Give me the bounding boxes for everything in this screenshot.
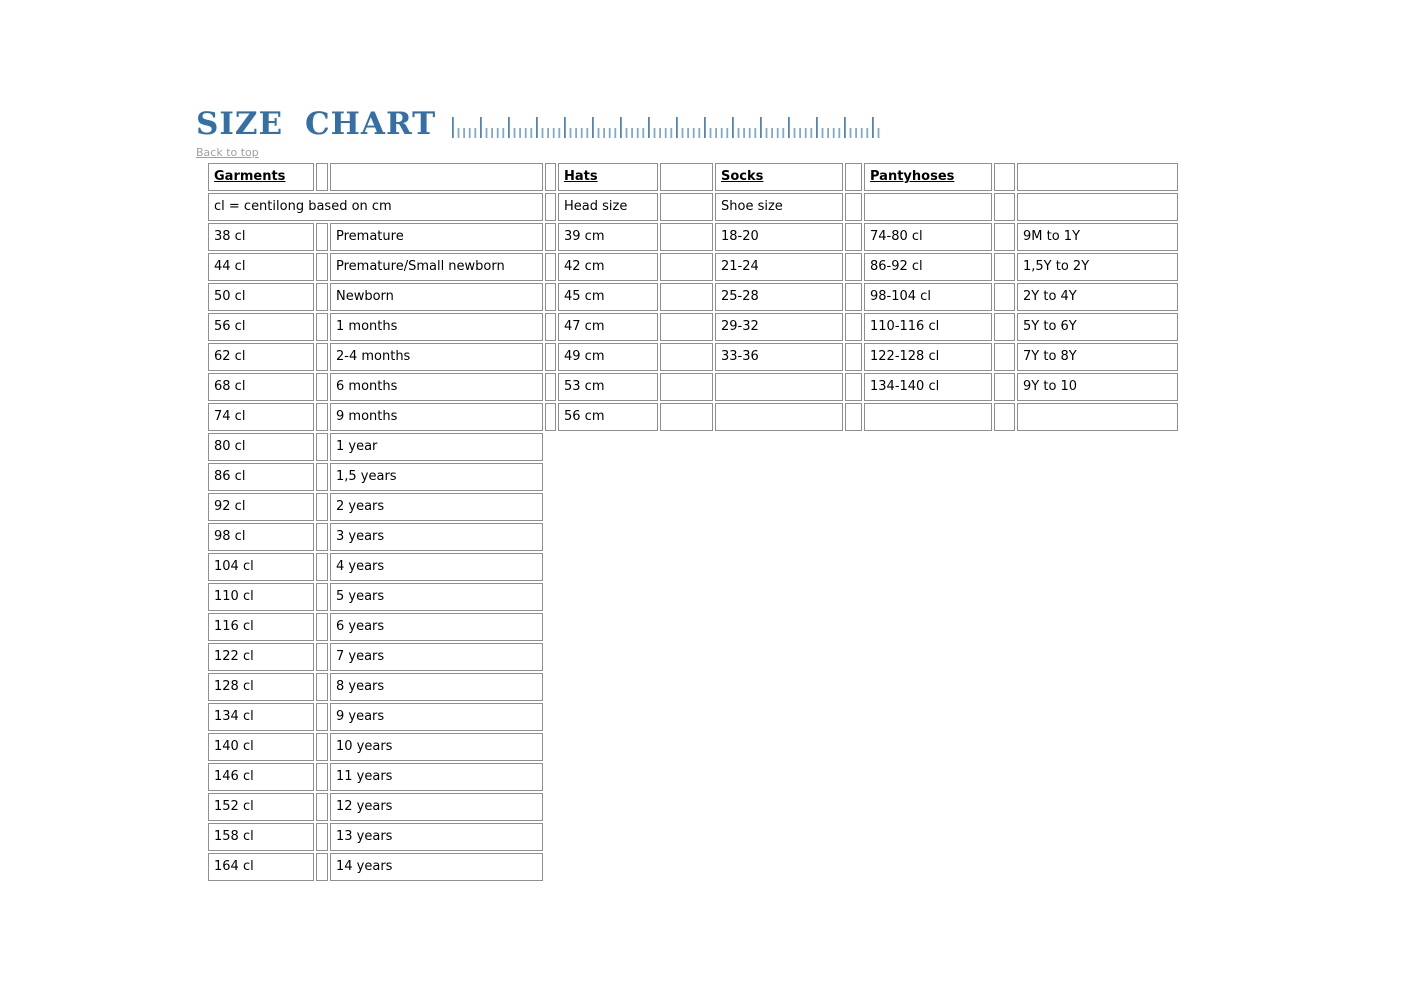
pantyhose-size-cell bbox=[864, 403, 992, 431]
ruler-short-tick bbox=[637, 128, 639, 138]
pantyhoses-age-header-cell bbox=[1017, 163, 1178, 191]
spacer-cell bbox=[660, 253, 713, 281]
ruler-short-tick bbox=[503, 128, 505, 138]
sock-size-cell: 29-32 bbox=[715, 313, 843, 341]
spacer-cell bbox=[316, 643, 328, 671]
pantyhose-size-cell: 98-104 cl bbox=[864, 283, 992, 311]
garment-desc-cell: 2-4 months bbox=[330, 343, 543, 371]
hat-size-cell: 42 cm bbox=[558, 253, 658, 281]
spacer-cell bbox=[660, 223, 713, 251]
spacer-cell bbox=[545, 313, 556, 341]
ruler-short-tick bbox=[833, 128, 835, 138]
ruler-tall-tick bbox=[620, 117, 622, 138]
ruler-short-tick bbox=[570, 128, 572, 138]
ruler-short-tick bbox=[783, 128, 785, 138]
spacer-cell bbox=[316, 553, 328, 581]
spacer-cell bbox=[845, 253, 862, 281]
spacer-cell bbox=[545, 283, 556, 311]
pantyhose-size-cell: 110-116 cl bbox=[864, 313, 992, 341]
back-to-top-link[interactable]: Back to top bbox=[196, 146, 259, 159]
spacer-cell bbox=[316, 733, 328, 761]
garment-desc-cell: 1 months bbox=[330, 313, 543, 341]
ruler-short-tick bbox=[542, 128, 544, 138]
garment-size-cell: 158 cl bbox=[208, 823, 314, 851]
hat-size-cell: 56 cm bbox=[558, 403, 658, 431]
page-title: SIZE CHART bbox=[196, 106, 437, 142]
ruler-short-tick bbox=[609, 128, 611, 138]
pantyhose-age-cell: 5Y to 6Y bbox=[1017, 313, 1178, 341]
garment-desc-cell: 6 months bbox=[330, 373, 543, 401]
spacer-cell bbox=[845, 403, 862, 431]
ruler-short-tick bbox=[631, 128, 633, 138]
spacer-cell bbox=[994, 313, 1015, 341]
sock-size-cell bbox=[715, 373, 843, 401]
garment-desc-cell: 7 years bbox=[330, 643, 543, 671]
spacer-cell bbox=[545, 403, 556, 431]
spacer-cell bbox=[545, 253, 556, 281]
garment-size-cell: 92 cl bbox=[208, 493, 314, 521]
spacer-cell bbox=[994, 223, 1015, 251]
pantyhose-age-cell: 1,5Y to 2Y bbox=[1017, 253, 1178, 281]
spacer-cell bbox=[545, 193, 556, 221]
ruler-tall-tick bbox=[760, 117, 762, 138]
ruler-short-tick bbox=[559, 128, 561, 138]
spacer-cell bbox=[545, 373, 556, 401]
ruler-short-tick bbox=[805, 128, 807, 138]
garment-size-cell: 62 cl bbox=[208, 343, 314, 371]
size-row bbox=[208, 493, 1178, 521]
size-chart-table bbox=[206, 161, 1180, 883]
garment-desc-cell: 3 years bbox=[330, 523, 543, 551]
ruler-tall-tick bbox=[480, 117, 482, 138]
garment-desc-cell: 4 years bbox=[330, 553, 543, 581]
spacer-cell bbox=[994, 163, 1015, 191]
garments-note-cell: cl = centilong based on cm bbox=[208, 193, 543, 221]
garment-size-cell: 164 cl bbox=[208, 853, 314, 881]
ruler-tall-tick bbox=[648, 117, 650, 138]
spacer-cell bbox=[316, 343, 328, 371]
ruler-tall-tick bbox=[788, 117, 790, 138]
garment-desc-cell: Premature/Small newborn bbox=[330, 253, 543, 281]
spacer-cell bbox=[845, 343, 862, 371]
ruler-tall-tick bbox=[816, 117, 818, 138]
size-row bbox=[208, 223, 1178, 251]
ruler-short-tick bbox=[766, 128, 768, 138]
spacer-cell bbox=[316, 283, 328, 311]
size-row bbox=[208, 283, 1178, 311]
garment-desc-cell: 10 years bbox=[330, 733, 543, 761]
ruler-short-tick bbox=[598, 128, 600, 138]
ruler-tall-tick bbox=[536, 117, 538, 138]
garment-size-cell: 146 cl bbox=[208, 763, 314, 791]
size-row bbox=[208, 313, 1178, 341]
garment-size-cell: 104 cl bbox=[208, 553, 314, 581]
ruler-tall-tick bbox=[872, 117, 874, 138]
garment-desc-cell: 6 years bbox=[330, 613, 543, 641]
ruler-short-tick bbox=[687, 128, 689, 138]
spacer-cell bbox=[660, 163, 713, 191]
ruler-tall-tick bbox=[732, 117, 734, 138]
pantyhose-size-cell: 122-128 cl bbox=[864, 343, 992, 371]
pantyhoses-size-subheader-cell bbox=[864, 193, 992, 221]
garment-desc-cell: Premature bbox=[330, 223, 543, 251]
ruler-tall-tick bbox=[704, 117, 706, 138]
ruler-short-tick bbox=[839, 128, 841, 138]
garment-desc-cell: 5 years bbox=[330, 583, 543, 611]
size-row bbox=[208, 463, 1178, 491]
hat-size-cell: 45 cm bbox=[558, 283, 658, 311]
spacer-cell bbox=[316, 793, 328, 821]
pantyhoses-age-subheader-cell bbox=[1017, 193, 1178, 221]
spacer-cell bbox=[994, 283, 1015, 311]
ruler-short-tick bbox=[469, 128, 471, 138]
sock-size-cell: 18-20 bbox=[715, 223, 843, 251]
size-row bbox=[208, 733, 1178, 761]
spacer-cell bbox=[845, 283, 862, 311]
ruler-short-tick bbox=[727, 128, 729, 138]
spacer-cell bbox=[660, 373, 713, 401]
spacer-cell bbox=[660, 283, 713, 311]
spacer-cell bbox=[845, 163, 862, 191]
ruler-short-tick bbox=[575, 128, 577, 138]
ruler-short-tick bbox=[811, 128, 813, 138]
ruler-short-tick bbox=[693, 128, 695, 138]
ruler-short-tick bbox=[581, 128, 583, 138]
garments-section-header: Garments bbox=[208, 163, 314, 191]
garment-desc-cell: 8 years bbox=[330, 673, 543, 701]
spacer-cell bbox=[660, 313, 713, 341]
ruler-short-tick bbox=[743, 128, 745, 138]
size-row bbox=[208, 823, 1178, 851]
ruler-short-tick bbox=[721, 128, 723, 138]
ruler-short-tick bbox=[514, 128, 516, 138]
spacer-cell bbox=[316, 763, 328, 791]
size-row bbox=[208, 853, 1178, 881]
sock-size-cell: 33-36 bbox=[715, 343, 843, 371]
size-row bbox=[208, 403, 1178, 431]
ruler-short-tick bbox=[463, 128, 465, 138]
ruler-short-tick bbox=[867, 128, 869, 138]
spacer-cell bbox=[316, 823, 328, 851]
spacer-cell bbox=[994, 193, 1015, 221]
hats-section-header: Hats bbox=[558, 163, 658, 191]
sock-size-cell: 25-28 bbox=[715, 283, 843, 311]
garment-desc-cell: 2 years bbox=[330, 493, 543, 521]
garment-size-cell: 68 cl bbox=[208, 373, 314, 401]
ruler-icon bbox=[452, 116, 884, 139]
garment-desc-cell: 1,5 years bbox=[330, 463, 543, 491]
subheader-row bbox=[208, 193, 1178, 221]
garment-size-cell: 86 cl bbox=[208, 463, 314, 491]
ruler-tall-tick bbox=[844, 117, 846, 138]
garment-size-cell: 80 cl bbox=[208, 433, 314, 461]
spacer-cell bbox=[316, 493, 328, 521]
spacer-cell bbox=[994, 403, 1015, 431]
size-row bbox=[208, 673, 1178, 701]
ruler-short-tick bbox=[738, 128, 740, 138]
spacer-cell bbox=[316, 223, 328, 251]
hats-subheader-cell: Head size bbox=[558, 193, 658, 221]
spacer-cell bbox=[316, 703, 328, 731]
ruler-short-tick bbox=[755, 128, 757, 138]
garment-desc-cell: 14 years bbox=[330, 853, 543, 881]
ruler-tall-tick bbox=[592, 117, 594, 138]
spacer-cell bbox=[316, 313, 328, 341]
ruler-short-tick bbox=[749, 128, 751, 138]
ruler-short-tick bbox=[603, 128, 605, 138]
ruler-short-tick bbox=[710, 128, 712, 138]
spacer-cell bbox=[660, 343, 713, 371]
garment-size-cell: 128 cl bbox=[208, 673, 314, 701]
garment-size-cell: 116 cl bbox=[208, 613, 314, 641]
ruler-tall-tick bbox=[452, 117, 454, 138]
spacer-cell bbox=[660, 403, 713, 431]
ruler-short-tick bbox=[643, 128, 645, 138]
size-row bbox=[208, 343, 1178, 371]
ruler-short-tick bbox=[794, 128, 796, 138]
pantyhose-age-cell: 9Y to 10 bbox=[1017, 373, 1178, 401]
hat-size-cell: 39 cm bbox=[558, 223, 658, 251]
size-row bbox=[208, 433, 1178, 461]
ruler-short-tick bbox=[827, 128, 829, 138]
ruler-tall-tick bbox=[508, 117, 510, 138]
spacer-cell bbox=[316, 163, 328, 191]
pantyhose-size-cell: 74-80 cl bbox=[864, 223, 992, 251]
pantyhose-age-cell: 9M to 1Y bbox=[1017, 223, 1178, 251]
ruler-short-tick bbox=[553, 128, 555, 138]
spacer-cell bbox=[545, 163, 556, 191]
ruler-short-tick bbox=[671, 128, 673, 138]
garment-desc-cell: 9 months bbox=[330, 403, 543, 431]
garment-size-cell: 110 cl bbox=[208, 583, 314, 611]
section-header-row bbox=[208, 163, 1178, 191]
spacer-cell bbox=[316, 583, 328, 611]
ruler-short-tick bbox=[659, 128, 661, 138]
spacer-cell bbox=[316, 403, 328, 431]
spacer-cell bbox=[316, 673, 328, 701]
ruler-short-tick bbox=[855, 128, 857, 138]
garment-size-cell: 152 cl bbox=[208, 793, 314, 821]
ruler-short-tick bbox=[861, 128, 863, 138]
ruler-short-tick bbox=[486, 128, 488, 138]
size-row bbox=[208, 613, 1178, 641]
spacer-cell bbox=[545, 343, 556, 371]
ruler-short-tick bbox=[699, 128, 701, 138]
garment-desc-cell: Newborn bbox=[330, 283, 543, 311]
sock-size-cell bbox=[715, 403, 843, 431]
socks-subheader-cell: Shoe size bbox=[715, 193, 843, 221]
size-row bbox=[208, 373, 1178, 401]
spacer-cell bbox=[994, 343, 1015, 371]
ruler-tall-tick bbox=[676, 117, 678, 138]
spacer-cell bbox=[316, 613, 328, 641]
ruler-short-tick bbox=[615, 128, 617, 138]
ruler-short-tick bbox=[878, 128, 880, 138]
garment-size-cell: 134 cl bbox=[208, 703, 314, 731]
garment-size-cell: 56 cl bbox=[208, 313, 314, 341]
garment-size-cell: 140 cl bbox=[208, 733, 314, 761]
ruler-short-tick bbox=[777, 128, 779, 138]
size-row bbox=[208, 793, 1178, 821]
size-row bbox=[208, 703, 1178, 731]
garment-size-cell: 38 cl bbox=[208, 223, 314, 251]
ruler-short-tick bbox=[626, 128, 628, 138]
header bbox=[196, 108, 1196, 141]
garment-desc-cell: 1 year bbox=[330, 433, 543, 461]
ruler-short-tick bbox=[491, 128, 493, 138]
sock-size-cell: 21-24 bbox=[715, 253, 843, 281]
garment-desc-cell: 11 years bbox=[330, 763, 543, 791]
spacer-cell bbox=[845, 223, 862, 251]
spacer-cell bbox=[545, 223, 556, 251]
ruler-short-tick bbox=[497, 128, 499, 138]
hat-size-cell: 47 cm bbox=[558, 313, 658, 341]
spacer-cell bbox=[994, 253, 1015, 281]
garment-desc-cell: 13 years bbox=[330, 823, 543, 851]
garments-desc-header-cell bbox=[330, 163, 543, 191]
spacer-cell bbox=[660, 193, 713, 221]
garment-size-cell: 74 cl bbox=[208, 403, 314, 431]
pantyhose-age-cell: 7Y to 8Y bbox=[1017, 343, 1178, 371]
size-row bbox=[208, 583, 1178, 611]
socks-section-header: Socks bbox=[715, 163, 843, 191]
hat-size-cell: 49 cm bbox=[558, 343, 658, 371]
ruler-short-tick bbox=[525, 128, 527, 138]
ruler-short-tick bbox=[665, 128, 667, 138]
spacer-cell bbox=[316, 433, 328, 461]
spacer-cell bbox=[994, 373, 1015, 401]
spacer-cell bbox=[316, 523, 328, 551]
ruler-short-tick bbox=[587, 128, 589, 138]
spacer-cell bbox=[845, 193, 862, 221]
hat-size-cell: 53 cm bbox=[558, 373, 658, 401]
ruler-short-tick bbox=[531, 128, 533, 138]
ruler-short-tick bbox=[654, 128, 656, 138]
ruler-short-tick bbox=[771, 128, 773, 138]
spacer-cell bbox=[316, 373, 328, 401]
size-row bbox=[208, 253, 1178, 281]
size-row bbox=[208, 523, 1178, 551]
spacer-cell bbox=[316, 463, 328, 491]
ruler-short-tick bbox=[715, 128, 717, 138]
pantyhose-age-cell: 2Y to 4Y bbox=[1017, 283, 1178, 311]
garment-size-cell: 122 cl bbox=[208, 643, 314, 671]
ruler-short-tick bbox=[850, 128, 852, 138]
ruler-short-tick bbox=[458, 128, 460, 138]
spacer-cell bbox=[316, 853, 328, 881]
garment-size-cell: 98 cl bbox=[208, 523, 314, 551]
size-row bbox=[208, 553, 1178, 581]
pantyhoses-section-header: Pantyhoses bbox=[864, 163, 992, 191]
ruler-short-tick bbox=[799, 128, 801, 138]
pantyhose-size-cell: 86-92 cl bbox=[864, 253, 992, 281]
garment-size-cell: 44 cl bbox=[208, 253, 314, 281]
pantyhose-age-cell bbox=[1017, 403, 1178, 431]
spacer-cell bbox=[316, 253, 328, 281]
ruler-short-tick bbox=[475, 128, 477, 138]
pantyhose-size-cell: 134-140 cl bbox=[864, 373, 992, 401]
garment-desc-cell: 12 years bbox=[330, 793, 543, 821]
garment-desc-cell: 9 years bbox=[330, 703, 543, 731]
ruler-short-tick bbox=[822, 128, 824, 138]
ruler-short-tick bbox=[682, 128, 684, 138]
spacer-cell bbox=[845, 313, 862, 341]
garment-size-cell: 50 cl bbox=[208, 283, 314, 311]
ruler-short-tick bbox=[519, 128, 521, 138]
ruler-short-tick bbox=[547, 128, 549, 138]
spacer-cell bbox=[845, 373, 862, 401]
ruler-tall-tick bbox=[564, 117, 566, 138]
size-row bbox=[208, 763, 1178, 791]
size-row bbox=[208, 643, 1178, 671]
